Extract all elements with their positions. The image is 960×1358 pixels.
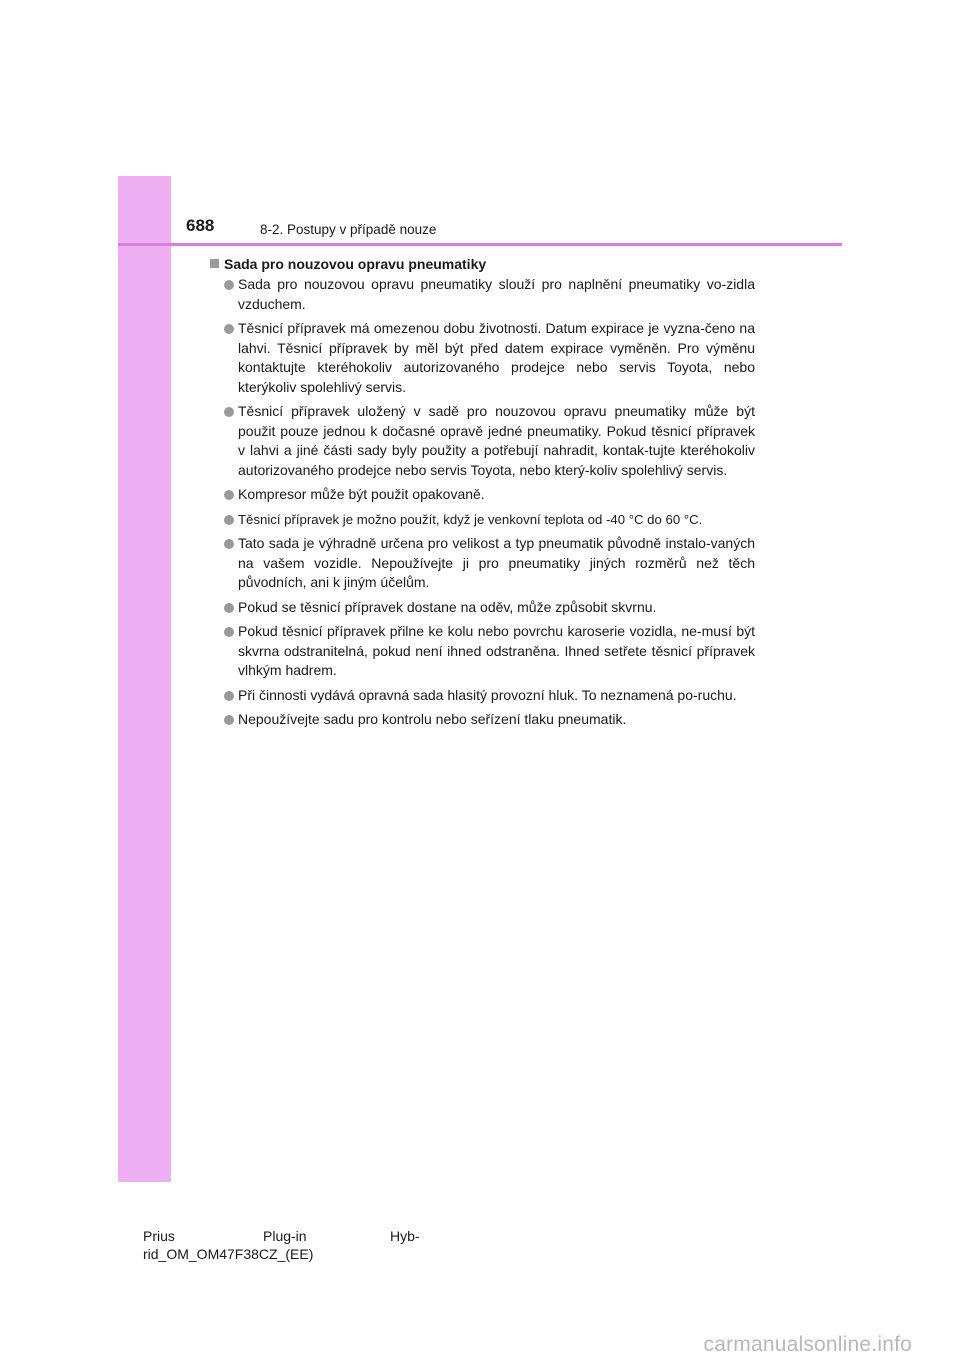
footer-document-code: rid_OM_OM47F38CZ_(EE): [143, 1246, 314, 1262]
list-item: [210, 598, 755, 618]
list-item-text: Sada pro nouzovou opravu pneumatiky slouží pro naplnění pneumatiky vo-zidla vzduchem.: [238, 276, 755, 312]
watermark: carmanualsonline.info: [703, 1333, 912, 1356]
circle-bullet-icon: [224, 407, 234, 417]
list-item: [210, 510, 755, 530]
circle-bullet-icon: [224, 539, 234, 549]
circle-bullet-icon: [224, 515, 234, 525]
list-item-text: Nepoužívejte sadu pro kontrolu nebo seřízení tlaku pneumatik.: [238, 711, 627, 727]
footer-type: Hyb-: [390, 1228, 420, 1244]
list-item: [210, 275, 755, 314]
list-item-text: Těsnicí přípravek má omezenou dobu životnosti. Datum expirace je vyzna-čeno na lahvi. Těsnicí přípravek by měl být před datem expirace vyměněn. Pro výměnu kontaktujte kteréhokoliv autorizovaného prodejce nebo servis Toyota, nebo kterýkoliv spolehlivý servis.: [238, 320, 755, 395]
section-title: 8-2. Postupy v případě nouze: [260, 222, 437, 237]
footer-model: Prius: [143, 1228, 175, 1244]
page-number: 688: [186, 216, 215, 235]
footer: [143, 1227, 443, 1263]
list-item: [210, 686, 755, 706]
circle-bullet-icon: [224, 691, 234, 701]
circle-bullet-icon: [224, 490, 234, 500]
side-color-band: [118, 176, 171, 1182]
subsection-heading: [210, 254, 755, 274]
circle-bullet-icon: [224, 324, 234, 334]
content-area: [210, 254, 755, 735]
circle-bullet-icon: [224, 627, 234, 637]
subsection-heading-text: Sada pro nouzovou opravu pneumatiky: [224, 256, 487, 272]
list-item-text: Pokud se těsnicí přípravek dostane na oděv, může způsobit skvrnu.: [238, 598, 657, 615]
list-item-text: Pokud těsnicí přípravek přilne ke kolu nebo povrchu karoserie vozidla, ne-musí být skvrna odstranitelná, pokud není ihned odstraněna. Ihned setřete těsnicí přípravek vlhkým hadrem.: [238, 623, 755, 678]
circle-bullet-icon: [224, 603, 234, 613]
circle-bullet-icon: [224, 715, 234, 725]
list-item-text: Při činnosti vydává opravná sada hlasitý provozní hluk. To neznamená po-ruchu.: [238, 686, 737, 703]
list-item-text: Těsnicí přípravek je možno použít, když je venkovní teplota od -40 °C do 60 °C.: [238, 511, 703, 527]
footer-variant: Plug-in: [263, 1228, 307, 1244]
list-item-text: Tato sada je výhradně určena pro velikost a typ pneumatik původně instalo-vaných na vašem vozidle. Nepoužívejte ji pro pneumatiky jiných rozměrů než těch původních, ani k jiným účelům.: [238, 535, 755, 590]
list-item: [210, 485, 755, 505]
list-item-text: Kompresor může být použit opakovaně.: [238, 486, 485, 502]
list-item: [210, 710, 755, 730]
circle-bullet-icon: [224, 280, 234, 290]
header-rule: [118, 243, 842, 246]
list-item: [210, 534, 755, 593]
list-item: [210, 402, 755, 480]
bullet-list: [210, 275, 755, 730]
list-item: [210, 319, 755, 397]
square-bullet-icon: [210, 259, 219, 268]
list-item-text: Těsnicí přípravek uložený v sadě pro nouzovou opravu pneumatiky může být použit pouze jednou k dočasné opravě jedné pneumatiky. Pokud těsnicí přípravek v lahvi a jiné části sady byly použity a potřebují nahradit, kontak-tujte kteréhokoliv autorizovaného prodejce nebo servis Toyota, nebo který-koliv spolehlivý servis.: [238, 403, 755, 478]
list-item: [210, 622, 755, 681]
footer-line-1: [143, 1227, 443, 1245]
